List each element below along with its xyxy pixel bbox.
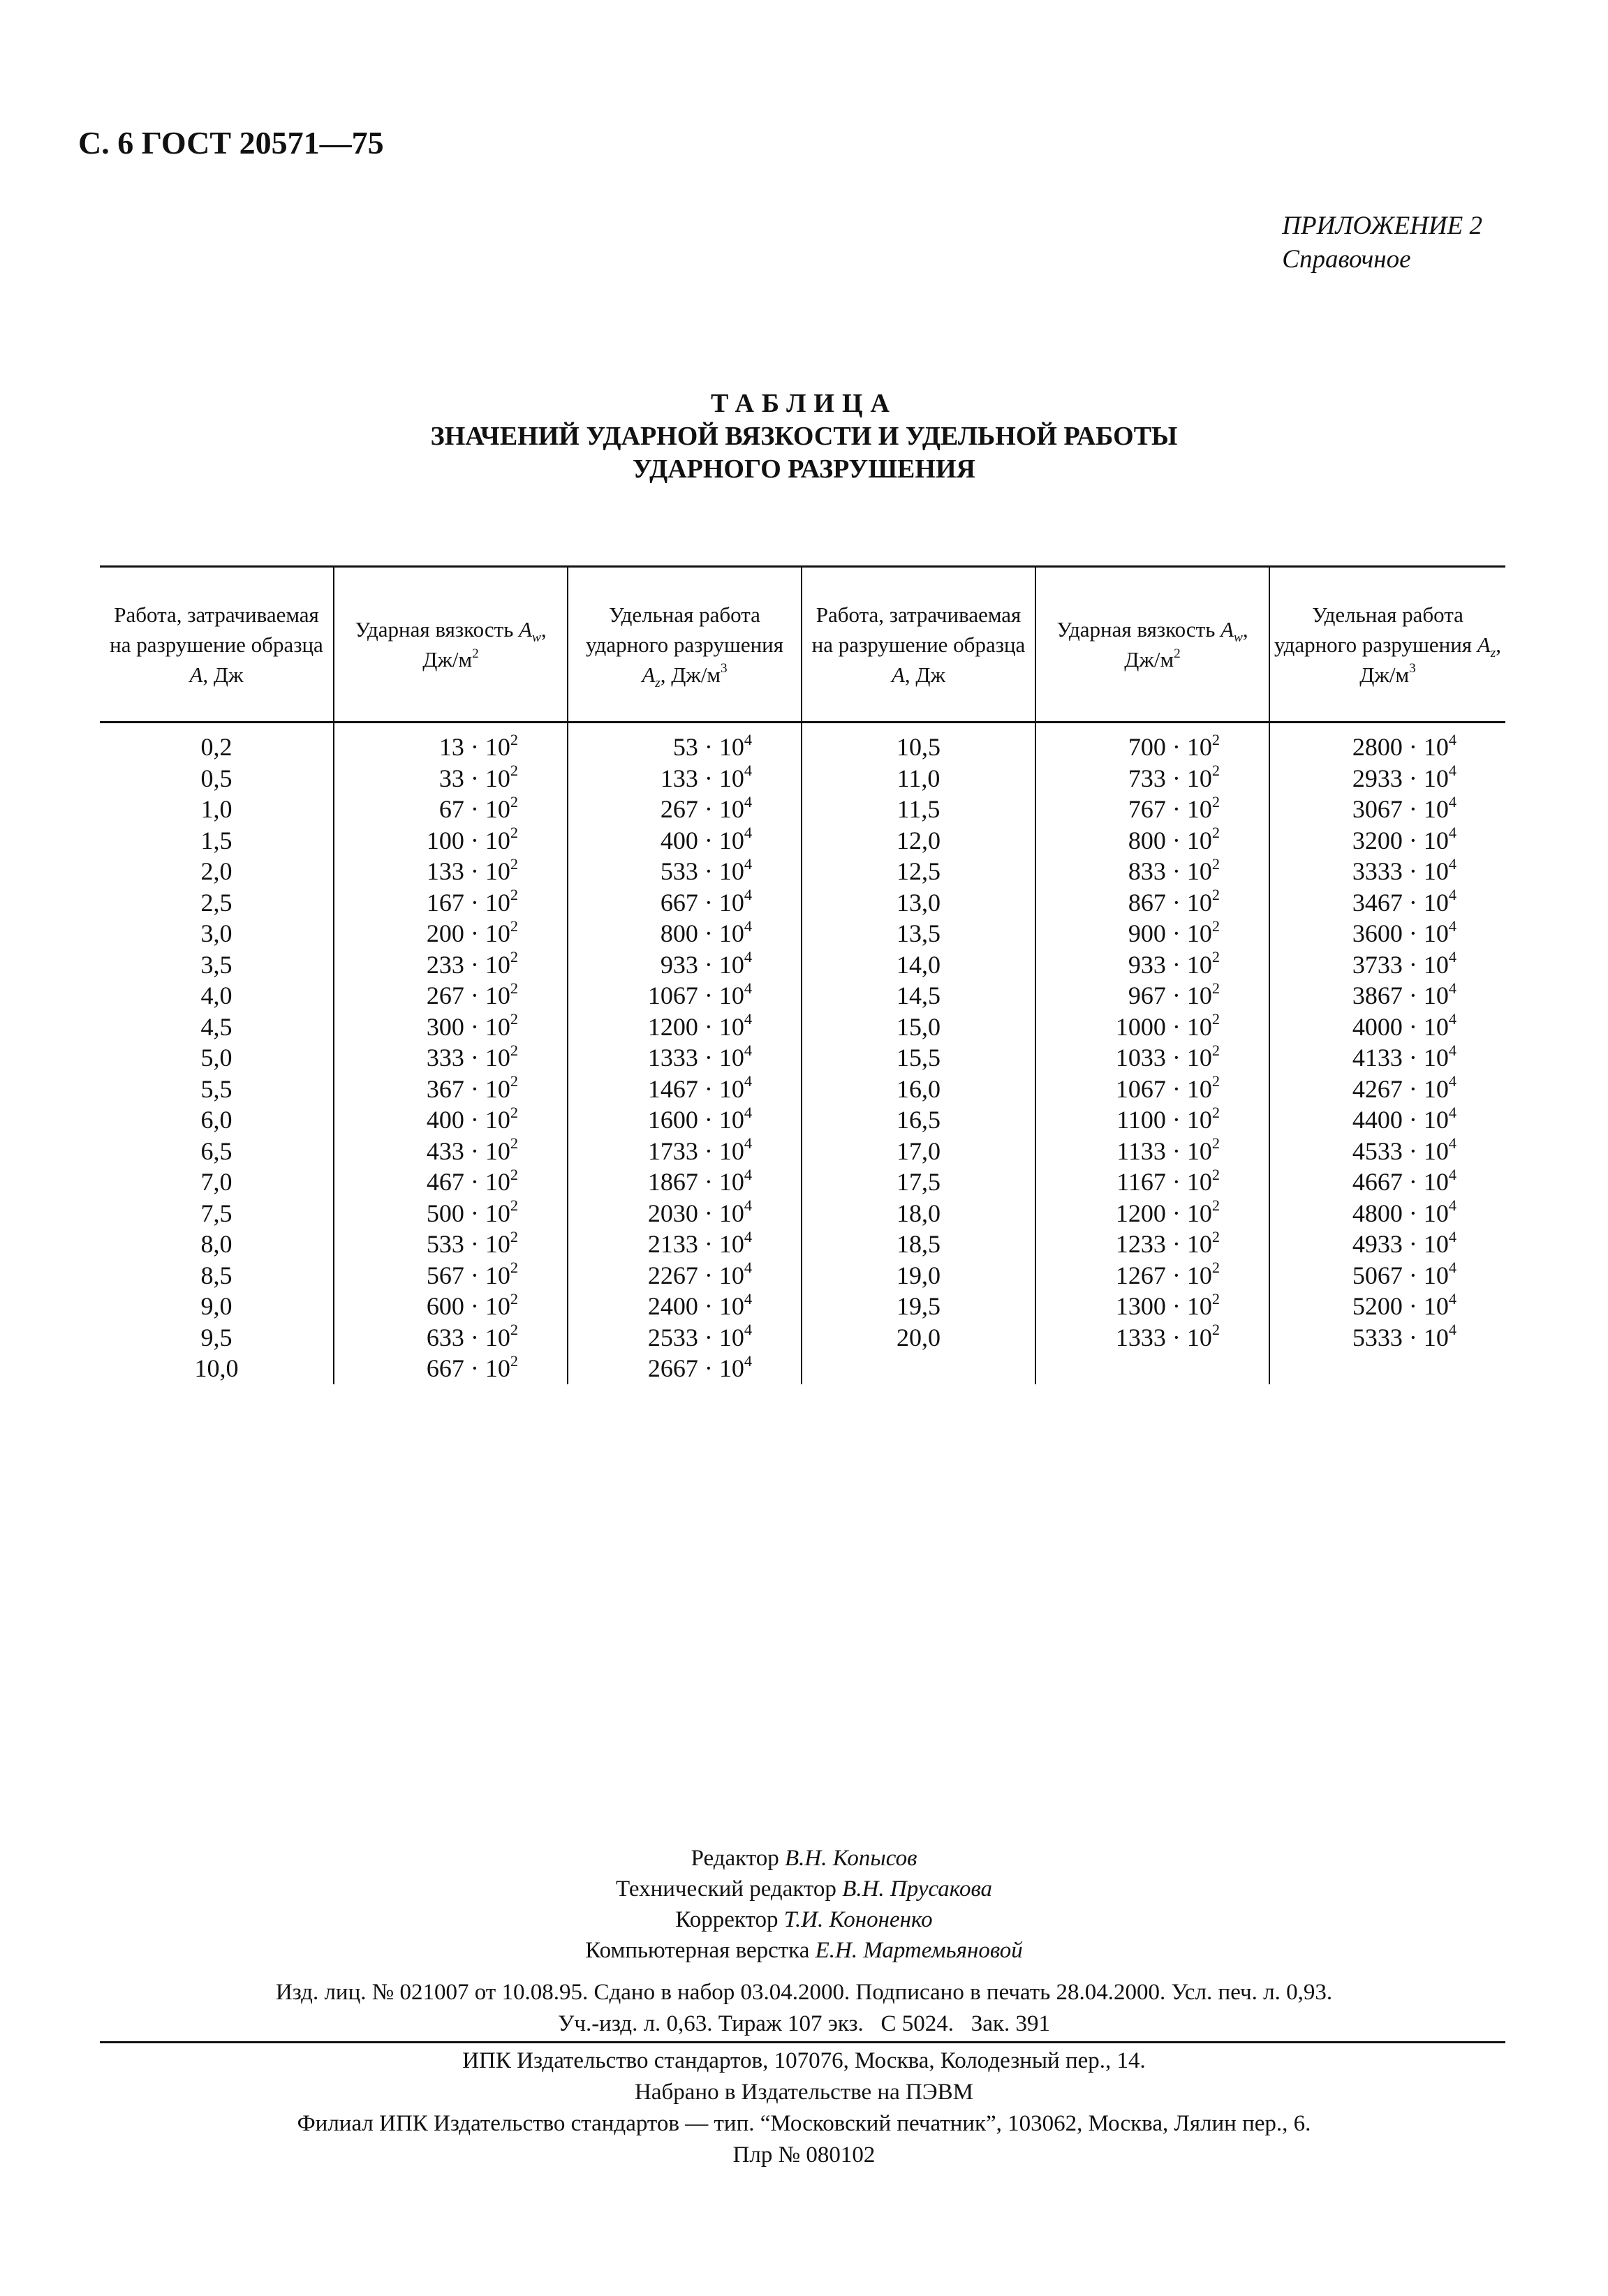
table-cell: 16,5 bbox=[802, 1104, 1035, 1136]
table-row bbox=[100, 723, 1505, 763]
credit-layout-role: Компьютерная верстка bbox=[585, 1938, 810, 1963]
table-cell: 14,0 bbox=[802, 949, 1035, 981]
credit-editor-name: В.Н. Копысов bbox=[785, 1846, 917, 1871]
footer-line-1: ИПК Издательство стандартов, 107076, Москва, Колодезный пер., 14. bbox=[462, 2048, 1146, 2073]
table-cell: $4533 \cdot 10^4$ bbox=[1269, 1136, 1505, 1167]
footer-line-2: Набрано в Издательстве на ПЭВМ bbox=[635, 2080, 973, 2105]
table-cell: $4000 \cdot 10^4$ bbox=[1269, 1012, 1505, 1043]
table-cell: $53 \cdot 10^4$ bbox=[568, 723, 802, 763]
title-line-1: ТАБЛИЦА bbox=[711, 389, 897, 418]
table-cell: $667 \cdot 10^4$ bbox=[568, 887, 802, 919]
table-cell: $267 \cdot 10^4$ bbox=[568, 794, 802, 825]
footer-line-4: Плр № 080102 bbox=[732, 2142, 876, 2168]
column-header-2: Ударная вязкость $A_w$, $Дж/м^2$ bbox=[334, 567, 568, 723]
credit-tech-editor-role: Технический редактор bbox=[615, 1876, 836, 1902]
column-header-4: Работа, затрачиваемая на разрушение образца A, Дж bbox=[802, 567, 1035, 723]
appendix-label: ПРИЛОЖЕНИЕ 2 bbox=[1282, 212, 1482, 240]
table-cell: $1200 \cdot 10^4$ bbox=[568, 1012, 802, 1043]
table-cell: 6,5 bbox=[200, 1136, 233, 1165]
table-cell: $400 \cdot 10^2$ bbox=[334, 1104, 568, 1136]
table-cell: 4,0 bbox=[200, 982, 233, 1009]
table-cell: 2,5 bbox=[200, 888, 233, 917]
table-cell: 18,0 bbox=[802, 1198, 1035, 1229]
table-row bbox=[100, 1012, 1505, 1043]
table-cell: 13,5 bbox=[802, 918, 1035, 949]
table-cell: 7,5 bbox=[200, 1199, 233, 1227]
table-cell: $467 \cdot 10^2$ bbox=[334, 1166, 568, 1198]
table-cell: $100 \cdot 10^2$ bbox=[334, 825, 568, 857]
table-cell: $333 \cdot 10^2$ bbox=[334, 1042, 568, 1074]
table-cell: 1,0 bbox=[200, 795, 233, 823]
column-header-5: Ударная вязкость $A_w$, $Дж/м^2$ bbox=[1035, 567, 1269, 723]
table-row bbox=[100, 1104, 1505, 1136]
table-cell: $67 \cdot 10^2$ bbox=[334, 794, 568, 825]
table-cell: $3200 \cdot 10^4$ bbox=[1269, 825, 1505, 857]
table-cell: 20,0 bbox=[802, 1322, 1035, 1354]
table-cell: 11,5 bbox=[802, 794, 1035, 825]
table-cell: $3333 \cdot 10^4$ bbox=[1269, 856, 1505, 887]
table-cell: $767 \cdot 10^2$ bbox=[1035, 794, 1269, 825]
table-cell: $1067 \cdot 10^4$ bbox=[568, 980, 802, 1012]
table-cell: $1233 \cdot 10^2$ bbox=[1035, 1229, 1269, 1260]
table-cell: $13 \cdot 10^2$ bbox=[334, 723, 568, 763]
table-cell: $1333 \cdot 10^2$ bbox=[1035, 1322, 1269, 1354]
table-cell: $667 \cdot 10^2$ bbox=[334, 1353, 568, 1384]
table-row bbox=[100, 887, 1505, 919]
credit-corrector bbox=[0, 1904, 1608, 1935]
table-row bbox=[100, 1042, 1505, 1074]
publishing-line-2: Уч.-изд. л. 0,63. Тираж 107 экз. С 5024. Зак. 391 bbox=[557, 2011, 1051, 2036]
table-cell: 0,5 bbox=[200, 764, 233, 792]
table-header-row bbox=[100, 567, 1505, 723]
table-row bbox=[100, 918, 1505, 949]
table-cell: 16,0 bbox=[802, 1074, 1035, 1105]
appendix-block bbox=[1282, 209, 1482, 276]
table-cell: $4667 \cdot 10^4$ bbox=[1269, 1166, 1505, 1198]
table-cell: $4800 \cdot 10^4$ bbox=[1269, 1198, 1505, 1229]
publishing-line-1: Изд. лиц. № 021007 от 10.08.95. Сдано в набор 03.04.2000. Подписано в печать 28.04.2000. Усл. печ. л. 0,93. bbox=[275, 1980, 1333, 2005]
table-cell: $700 \cdot 10^2$ bbox=[1035, 723, 1269, 763]
table-cell: $533 \cdot 10^2$ bbox=[334, 1229, 568, 1260]
table-cell: $233 \cdot 10^2$ bbox=[334, 949, 568, 981]
table-cell: $5200 \cdot 10^4$ bbox=[1269, 1291, 1505, 1322]
credit-editor bbox=[0, 1843, 1608, 1874]
table-cell: 3,5 bbox=[200, 950, 233, 979]
table-title bbox=[0, 387, 1608, 486]
page-header: С. 6 ГОСТ 20571—75 bbox=[78, 125, 384, 161]
credit-layout-name: Е.Н. Мартемьяновой bbox=[815, 1938, 1023, 1963]
footer-block bbox=[0, 2045, 1608, 2171]
table-cell: $733 \cdot 10^2$ bbox=[1035, 763, 1269, 794]
table-body bbox=[100, 723, 1505, 1384]
table-cell: $4133 \cdot 10^4$ bbox=[1269, 1042, 1505, 1074]
table-cell: $1167 \cdot 10^2$ bbox=[1035, 1166, 1269, 1198]
table-row bbox=[100, 1166, 1505, 1198]
publishing-info bbox=[0, 1977, 1608, 2040]
table-cell: $2400 \cdot 10^4$ bbox=[568, 1291, 802, 1322]
table-cell: 2,0 bbox=[200, 857, 233, 885]
table-row bbox=[100, 980, 1505, 1012]
table-cell: $4267 \cdot 10^4$ bbox=[1269, 1074, 1505, 1105]
table-cell: $2133 \cdot 10^4$ bbox=[568, 1229, 802, 1260]
table-cell: $867 \cdot 10^2$ bbox=[1035, 887, 1269, 919]
table-cell: $933 \cdot 10^4$ bbox=[568, 949, 802, 981]
credit-tech-editor bbox=[0, 1874, 1608, 1904]
table-cell: 18,5 bbox=[802, 1229, 1035, 1260]
table-cell: $3733 \cdot 10^4$ bbox=[1269, 949, 1505, 981]
column-header-3: Удельная работа ударного разрушения $A_z$, $Дж/м^3$ bbox=[568, 567, 802, 723]
credits-block bbox=[0, 1843, 1608, 1966]
credit-corrector-role: Корректор bbox=[675, 1907, 779, 1932]
table-cell: $2267 \cdot 10^4$ bbox=[568, 1260, 802, 1291]
table-cell: 9,5 bbox=[200, 1323, 233, 1351]
table-row bbox=[100, 794, 1505, 825]
table-cell: $633 \cdot 10^2$ bbox=[334, 1322, 568, 1354]
table-cell: 13,0 bbox=[802, 887, 1035, 919]
table-cell: $267 \cdot 10^2$ bbox=[334, 980, 568, 1012]
table-cell: 15,5 bbox=[802, 1042, 1035, 1074]
table-cell: $4933 \cdot 10^4$ bbox=[1269, 1229, 1505, 1260]
table-cell: 1,5 bbox=[200, 826, 233, 854]
table-cell: $900 \cdot 10^2$ bbox=[1035, 918, 1269, 949]
credit-corrector-name: Т.И. Кононенко bbox=[783, 1907, 933, 1932]
column-header-6: Удельная работа ударного разрушения $A_z$, $Дж/м^3$ bbox=[1269, 567, 1505, 723]
table-cell: 15,0 bbox=[802, 1012, 1035, 1043]
table-cell: $33 \cdot 10^2$ bbox=[334, 763, 568, 794]
table-cell: $3067 \cdot 10^4$ bbox=[1269, 794, 1505, 825]
table-cell: 19,0 bbox=[802, 1260, 1035, 1291]
table-cell: $533 \cdot 10^4$ bbox=[568, 856, 802, 887]
table-cell: $300 \cdot 10^2$ bbox=[334, 1012, 568, 1043]
table-cell: 5,0 bbox=[200, 1044, 233, 1072]
table-row bbox=[100, 1198, 1505, 1229]
table-cell: $1067 \cdot 10^2$ bbox=[1035, 1074, 1269, 1105]
table-cell: 10,5 bbox=[802, 723, 1035, 763]
table-row bbox=[100, 1353, 1505, 1384]
table-cell: 11,0 bbox=[802, 763, 1035, 794]
table-cell: $600 \cdot 10^2$ bbox=[334, 1291, 568, 1322]
table-cell: $1300 \cdot 10^2$ bbox=[1035, 1291, 1269, 1322]
table-cell: $1867 \cdot 10^4$ bbox=[568, 1166, 802, 1198]
table-cell: $1133 \cdot 10^2$ bbox=[1035, 1136, 1269, 1167]
table-cell: 4,5 bbox=[200, 1012, 233, 1041]
table-cell: $200 \cdot 10^2$ bbox=[334, 918, 568, 949]
table-cell: 17,0 bbox=[802, 1136, 1035, 1167]
table-cell: 8,0 bbox=[200, 1230, 233, 1258]
table-cell: 19,5 bbox=[802, 1291, 1035, 1322]
table-cell: 10,0 bbox=[194, 1354, 239, 1382]
table-cell: 6,0 bbox=[200, 1106, 233, 1134]
table-cell: $1033 \cdot 10^2$ bbox=[1035, 1042, 1269, 1074]
table-cell: $433 \cdot 10^2$ bbox=[334, 1136, 568, 1167]
table-cell: $1333 \cdot 10^4$ bbox=[568, 1042, 802, 1074]
table-cell: 0,2 bbox=[200, 733, 233, 761]
credit-layout bbox=[0, 1935, 1608, 1966]
table-cell: $133 \cdot 10^4$ bbox=[568, 763, 802, 794]
table-cell bbox=[1035, 1353, 1269, 1384]
table-cell: 7,0 bbox=[200, 1168, 233, 1196]
table-row bbox=[100, 763, 1505, 794]
table-cell: $400 \cdot 10^4$ bbox=[568, 825, 802, 857]
table-cell: $1000 \cdot 10^2$ bbox=[1035, 1012, 1269, 1043]
table-row bbox=[100, 1291, 1505, 1322]
table-row bbox=[100, 1260, 1505, 1291]
table-cell: $833 \cdot 10^2$ bbox=[1035, 856, 1269, 887]
table-cell: 9,0 bbox=[200, 1292, 233, 1320]
table-cell: $4400 \cdot 10^4$ bbox=[1269, 1104, 1505, 1136]
table-cell: $800 \cdot 10^2$ bbox=[1035, 825, 1269, 857]
table-row bbox=[100, 949, 1505, 981]
footer-line-3: Филиал ИПК Издательство стандартов — тип. “Московский печатник”, 103062, Москва, Лялин пер., 6. bbox=[297, 2111, 1311, 2136]
table-row bbox=[100, 1136, 1505, 1167]
table-cell: $567 \cdot 10^2$ bbox=[334, 1260, 568, 1291]
credit-editor-role: Редактор bbox=[691, 1846, 779, 1871]
table-cell: $933 \cdot 10^2$ bbox=[1035, 949, 1269, 981]
table-cell: $367 \cdot 10^2$ bbox=[334, 1074, 568, 1105]
table-cell: 14,5 bbox=[802, 980, 1035, 1012]
table-cell: $3467 \cdot 10^4$ bbox=[1269, 887, 1505, 919]
table-cell: $2933 \cdot 10^4$ bbox=[1269, 763, 1505, 794]
values-table bbox=[100, 565, 1505, 1384]
table-cell: $1467 \cdot 10^4$ bbox=[568, 1074, 802, 1105]
table-cell: 5,5 bbox=[200, 1074, 233, 1103]
table-cell: $2030 \cdot 10^4$ bbox=[568, 1198, 802, 1229]
table-cell: 17,5 bbox=[802, 1166, 1035, 1198]
title-line-2: ЗНАЧЕНИЙ УДАРНОЙ ВЯЗКОСТИ И УДЕЛЬНОЙ РАБОТЫ bbox=[430, 422, 1178, 451]
table-row bbox=[100, 1322, 1505, 1354]
table-cell: $167 \cdot 10^2$ bbox=[334, 887, 568, 919]
table-cell bbox=[1269, 1353, 1505, 1384]
table-cell: $133 \cdot 10^2$ bbox=[334, 856, 568, 887]
table-cell: $2533 \cdot 10^4$ bbox=[568, 1322, 802, 1354]
appendix-note: Справочное bbox=[1282, 245, 1411, 274]
credit-tech-editor-name: В.Н. Прусакова bbox=[842, 1876, 993, 1902]
table-cell: 3,0 bbox=[200, 919, 233, 947]
table-cell: $1267 \cdot 10^2$ bbox=[1035, 1260, 1269, 1291]
table-cell: 8,5 bbox=[200, 1261, 233, 1289]
table-cell: $2800 \cdot 10^4$ bbox=[1269, 723, 1505, 763]
table-cell: $2667 \cdot 10^4$ bbox=[568, 1353, 802, 1384]
table-cell: $1100 \cdot 10^2$ bbox=[1035, 1104, 1269, 1136]
table-cell: $5333 \cdot 10^4$ bbox=[1269, 1322, 1505, 1354]
footer-divider bbox=[100, 2041, 1505, 2043]
table-cell: $1733 \cdot 10^4$ bbox=[568, 1136, 802, 1167]
table-cell: $800 \cdot 10^4$ bbox=[568, 918, 802, 949]
table-row bbox=[100, 1229, 1505, 1260]
table-cell: $3867 \cdot 10^4$ bbox=[1269, 980, 1505, 1012]
table-cell: 12,5 bbox=[802, 856, 1035, 887]
table-row bbox=[100, 825, 1505, 857]
table-cell: $1200 \cdot 10^2$ bbox=[1035, 1198, 1269, 1229]
table-cell: $1600 \cdot 10^4$ bbox=[568, 1104, 802, 1136]
table-row bbox=[100, 1074, 1505, 1105]
title-line-3: УДАРНОГО РАЗРУШЕНИЯ bbox=[633, 454, 975, 484]
table-cell: 12,0 bbox=[802, 825, 1035, 857]
table-cell: $3600 \cdot 10^4$ bbox=[1269, 918, 1505, 949]
table-cell bbox=[802, 1353, 1035, 1384]
table-cell: $5067 \cdot 10^4$ bbox=[1269, 1260, 1505, 1291]
table-row bbox=[100, 856, 1505, 887]
table-cell: $500 \cdot 10^2$ bbox=[334, 1198, 568, 1229]
column-header-1: Работа, затрачиваемая на разрушение образца A, Дж bbox=[100, 567, 334, 723]
table-cell: $967 \cdot 10^2$ bbox=[1035, 980, 1269, 1012]
